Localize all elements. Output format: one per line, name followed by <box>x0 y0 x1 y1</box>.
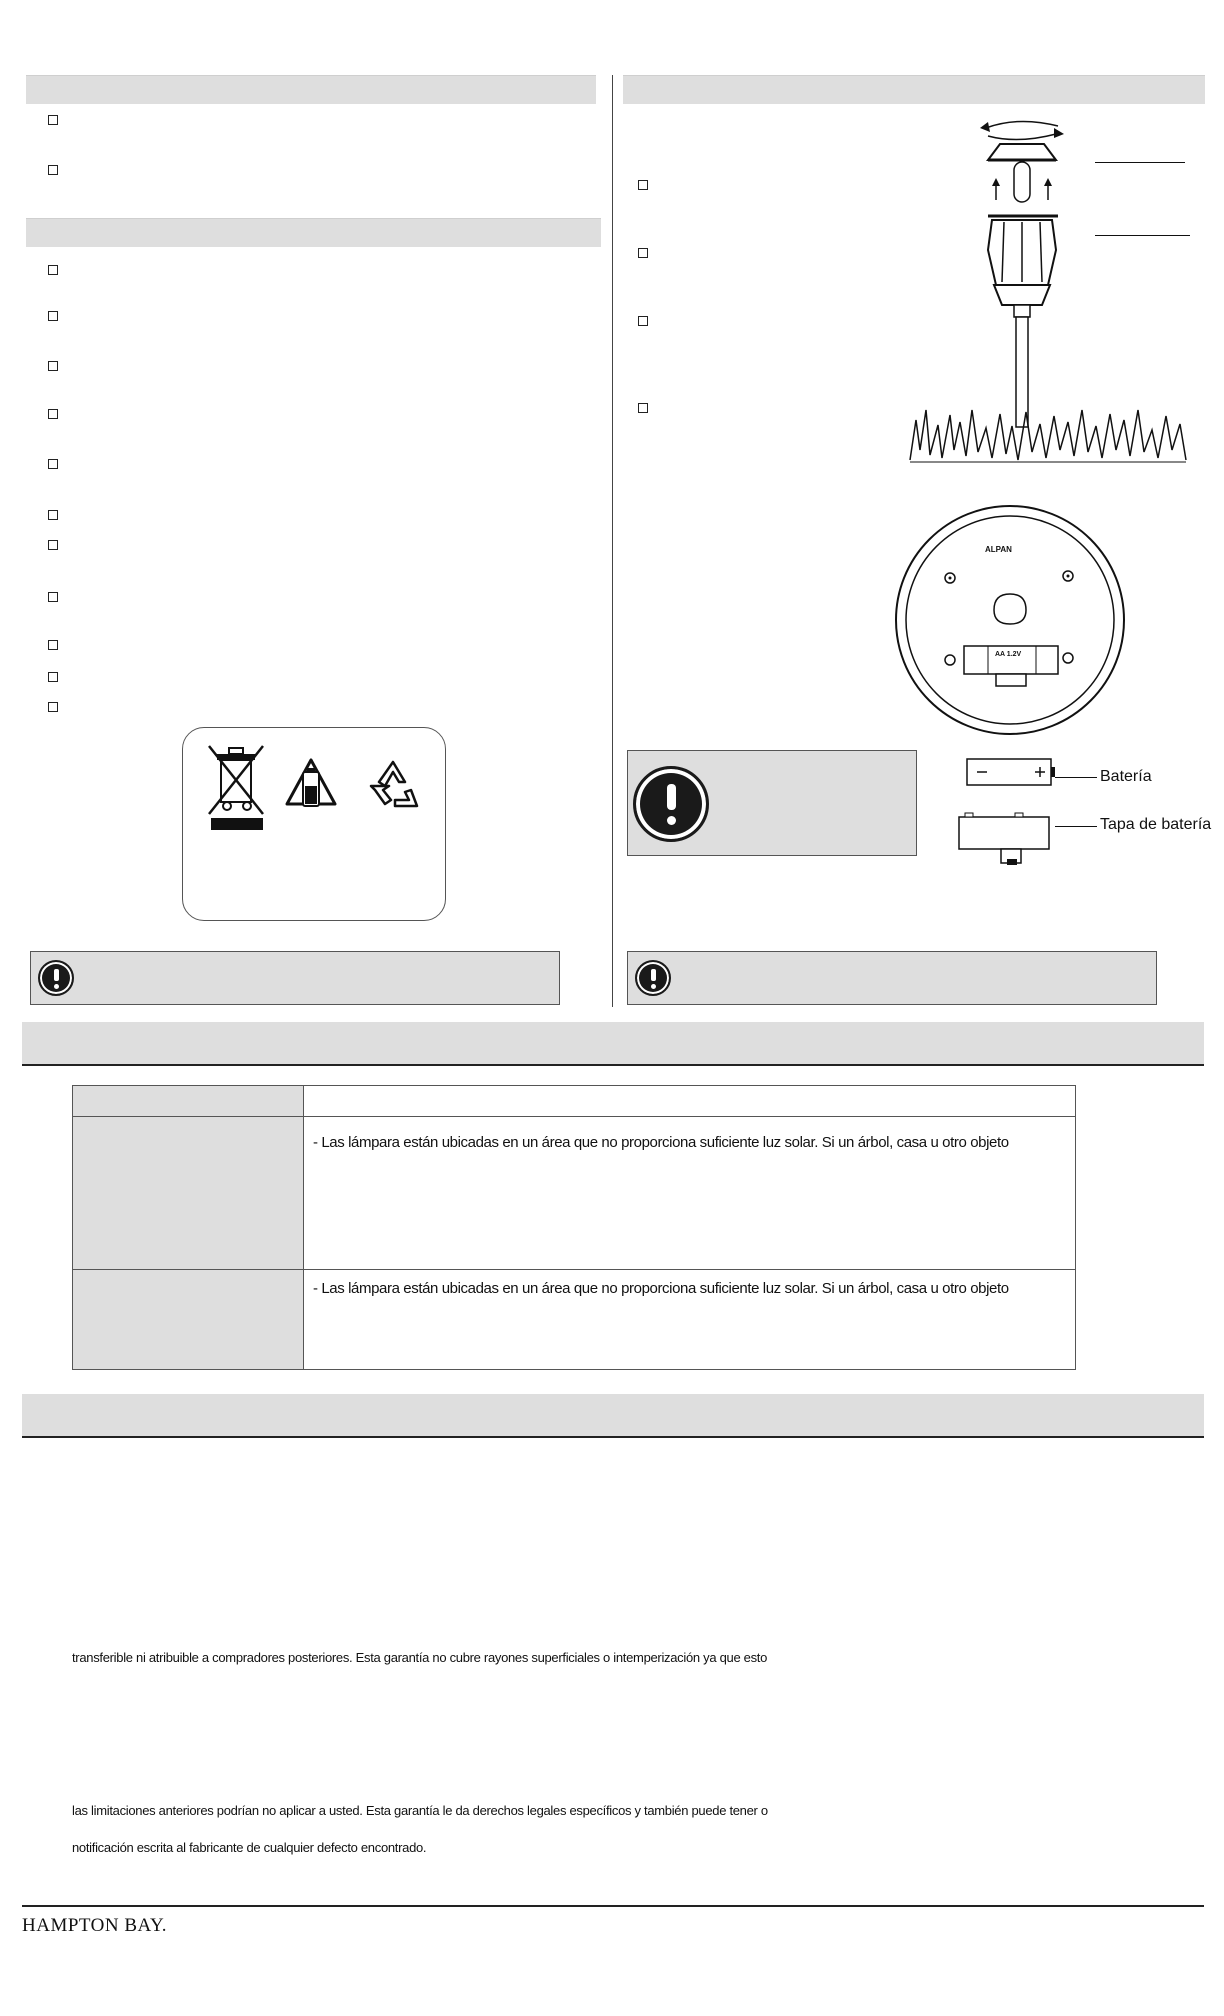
solar-lamp-diagram <box>908 110 1208 470</box>
battery-label: Batería <box>1100 768 1152 785</box>
left-section-header <box>26 75 596 104</box>
battery-diagram <box>955 755 1055 875</box>
checkbox <box>48 361 58 371</box>
brand-logo: HAMPTON BAY. <box>22 1915 168 1936</box>
recycle-icon <box>363 756 423 816</box>
warning-icon <box>635 960 671 996</box>
troubleshooting-header <box>22 1022 1204 1066</box>
callout-line <box>1095 162 1185 163</box>
solar-panel-underside-diagram <box>890 500 1130 740</box>
right-large-warning-box <box>627 750 917 856</box>
checkbox <box>638 248 648 258</box>
warranty-text-line: notificación escrita al fabricante de cualquier defecto encontrado. <box>72 1840 427 1855</box>
table-cell-solution: - Las lámpara están ubicadas en un área que no proporciona suficiente luz solar. Si un árbol, casa u otro objeto <box>313 1280 1009 1297</box>
checkbox <box>48 265 58 275</box>
right-section-header <box>623 75 1205 104</box>
table-row-divider <box>73 1269 1075 1270</box>
warranty-text-line: las limitaciones anteriores podrían no aplicar a usted. Esta garantía le da derechos legales específicos y también puede tener o <box>72 1803 768 1818</box>
checkbox <box>48 540 58 550</box>
problem-column <box>73 1086 304 1369</box>
checkbox <box>48 409 58 419</box>
footer-rule <box>22 1905 1204 1907</box>
right-warning-box <box>627 951 1157 1005</box>
warranty-header <box>22 1394 1204 1438</box>
checkbox <box>638 180 648 190</box>
battery-callout-line <box>1055 777 1097 778</box>
checkbox <box>48 459 58 469</box>
column-divider <box>612 75 613 1007</box>
battery-recycle-icon <box>283 756 339 820</box>
warning-icon <box>38 960 74 996</box>
checkbox <box>48 311 58 321</box>
checkbox <box>48 592 58 602</box>
checkbox <box>48 115 58 125</box>
crossed-bin-icon <box>203 742 273 832</box>
recycling-symbols-box <box>182 727 446 921</box>
table-cell-solution: - Las lámpara están ubicadas en un área que no proporciona suficiente luz solar. Si un árbol, casa u otro objeto <box>313 1134 1009 1151</box>
battery-cover-label: Tapa de batería <box>1100 816 1212 833</box>
left-warning-box <box>30 951 560 1005</box>
troubleshooting-table <box>72 1085 1076 1370</box>
table-row-divider <box>73 1116 1075 1117</box>
warranty-text-line: transferible ni atribuible a compradores posteriores. Esta garantía no cubre rayones superficiales o intemperización ya que esto <box>72 1650 768 1665</box>
callout-line <box>1095 235 1190 236</box>
checkbox <box>638 403 648 413</box>
battery-cover-callout-line <box>1055 826 1097 827</box>
warning-icon <box>633 766 709 842</box>
checkbox <box>48 640 58 650</box>
checkbox <box>48 165 58 175</box>
checkbox <box>48 702 58 712</box>
checkbox <box>48 510 58 520</box>
panel-brand-label: ALPAN <box>985 545 1012 554</box>
left-section-header-2 <box>26 218 601 247</box>
checkbox <box>48 672 58 682</box>
battery-spec-label: AA 1.2V <box>995 651 1022 658</box>
checkbox <box>638 316 648 326</box>
